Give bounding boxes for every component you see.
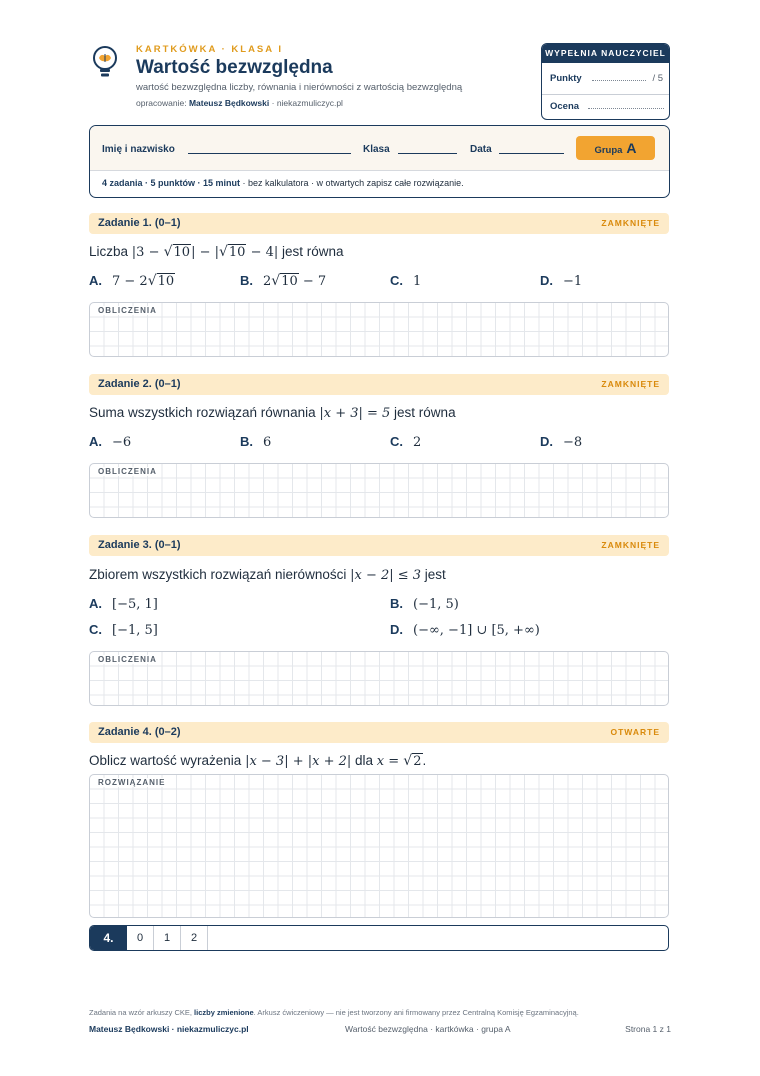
score-option-0[interactable]: 0 (127, 926, 154, 950)
date-label: Data (470, 144, 492, 155)
task-1-answer-c[interactable] (390, 273, 421, 289)
teacher-box (541, 43, 670, 120)
footer-note-start: Zadania na wzór arkuszy CKE, (89, 1008, 195, 1017)
answer-value: 2 (413, 435, 422, 450)
task-1-title: Zadanie 1. (0–1) (98, 217, 181, 229)
header-kicker: KARTKÓWKA · KLASA I (136, 44, 284, 55)
author-name: Mateusz Będkowski (188, 98, 270, 108)
answer-label: A. (89, 273, 102, 288)
answer-label: C. (390, 273, 403, 288)
teacher-box-title: WYPEŁNIA NAUCZYCIEL (542, 44, 669, 63)
task-1-math: |3 − √10| − |√10 − 4| (131, 244, 279, 260)
test-summary-bold: 4 zadania · 5 punktów · 15 minut (102, 178, 241, 188)
task-3-work-area[interactable] (89, 651, 669, 706)
task-4-prompt-mid: dla (351, 753, 377, 768)
task-3-answer-d[interactable] (390, 622, 540, 638)
task-3-prompt-start: Zbiorem wszystkich rozwiązań nierówności (89, 567, 351, 582)
task-3-title: Zadanie 3. (0–1) (98, 539, 181, 551)
footer-page-number: Strona 1 z 1 (625, 1024, 671, 1034)
author-line (136, 98, 343, 108)
answer-label: A. (89, 434, 102, 449)
task-2-header (89, 374, 669, 395)
answer-label: D. (390, 622, 403, 637)
answer-value: −6 (112, 435, 132, 450)
group-letter: A (626, 140, 637, 156)
answer-label: D. (540, 434, 553, 449)
task-2-answer-d[interactable] (540, 434, 582, 450)
footer-document-title: Wartość bezwzględna · kartkówka · grupa A (345, 1024, 511, 1034)
task-4-type: OTWARTE (610, 727, 660, 737)
footer-note-end: . Arkusz ćwiczeniowy — nie jest tworzony ani firmowany przez Centralną Komisję Egzaminacyjną. (253, 1008, 579, 1017)
task-1-answer-b[interactable] (240, 273, 326, 289)
student-info-fields (90, 126, 669, 171)
task-3-answer-a[interactable] (89, 596, 158, 612)
answer-value: 2√10 − 7 (263, 273, 327, 289)
teacher-grade-row (550, 101, 663, 112)
task-2-answer-b[interactable] (240, 434, 271, 450)
answer-value: (−∞, −1] ∪ [5, +∞) (413, 623, 540, 638)
footer-note-bold: liczby zmienione (194, 1008, 254, 1017)
task-1-answer-a[interactable] (89, 273, 175, 289)
work-area-label: OBLICZENIA (98, 655, 157, 664)
answer-value: 7 − 2√10 (112, 273, 175, 289)
task-2-math: |x + 3| = 5 (319, 406, 391, 421)
task-1-prompt-end: jest równa (278, 244, 344, 259)
teacher-points-row (550, 73, 663, 84)
group-label: Grupa (594, 145, 623, 156)
footer-note (89, 1008, 579, 1017)
points-field[interactable] (592, 73, 646, 81)
task-2-title: Zadanie 2. (0–1) (98, 378, 181, 390)
task-1-prompt-start: Liczba (89, 244, 132, 259)
task-4-prompt-start: Oblicz wartość wyrażenia (89, 753, 246, 768)
task-4-header (89, 722, 669, 743)
answer-value: −1 (563, 274, 583, 289)
task-3-answer-c[interactable] (89, 622, 158, 638)
task-2-work-area[interactable] (89, 463, 669, 518)
points-label: Punkty (550, 73, 582, 84)
task-3-prompt-end: jest (421, 567, 446, 582)
test-summary (102, 178, 464, 188)
teacher-divider (542, 94, 669, 95)
task-4-solution-area[interactable] (89, 774, 669, 918)
task-4-math: |x − 3| + |x + 2| (245, 754, 352, 769)
work-area-label: OBLICZENIA (98, 467, 157, 476)
task-2-prompt-start: Suma wszystkich rozwiązań równania (89, 405, 320, 420)
footer-author: Mateusz Będkowski · niekazmuliczyc.pl (89, 1024, 249, 1034)
work-area-label: OBLICZENIA (98, 306, 157, 315)
task-4-score-bar (89, 925, 669, 951)
answer-value: [−5, 1] (112, 597, 158, 612)
answer-label: D. (540, 273, 553, 288)
task-4-prompt-end: . (422, 753, 427, 768)
page-subtitle: wartość bezwzględna liczby, równania i nierówności z wartością bezwzględną (136, 82, 463, 93)
task-1-answer-d[interactable] (540, 273, 582, 289)
task-4-condition: x = √2 (376, 753, 422, 769)
student-info-box (89, 125, 670, 198)
task-2-answer-a[interactable] (89, 434, 131, 450)
task-1-work-area[interactable] (89, 302, 669, 357)
task-1-prompt (89, 244, 344, 260)
points-max: / 5 (652, 73, 663, 84)
task-3-type: ZAMKNIĘTE (601, 540, 660, 550)
answer-label: C. (390, 434, 403, 449)
answer-value: 6 (263, 435, 272, 450)
grade-label: Ocena (550, 101, 580, 112)
task-4-prompt (89, 753, 426, 769)
group-badge (576, 136, 655, 160)
task-4-title: Zadanie 4. (0–2) (98, 726, 181, 738)
answer-value: [−1, 5] (112, 623, 158, 638)
class-label: Klasa (363, 144, 390, 155)
grade-field[interactable] (588, 101, 664, 109)
lightbulb-brain-icon (90, 45, 120, 79)
author-site: · niekazmuliczyc.pl (271, 98, 343, 108)
score-option-1[interactable]: 1 (154, 926, 181, 950)
task-2-answer-c[interactable] (390, 434, 421, 450)
score-task-number: 4. (90, 926, 127, 950)
answer-label: B. (240, 434, 253, 449)
name-field[interactable] (188, 153, 351, 154)
answer-label: B. (390, 596, 403, 611)
test-summary-rest: · bez kalkulatora · w otwartych zapisz całe rozwiązanie. (240, 178, 464, 188)
answer-label: B. (240, 273, 253, 288)
task-2-prompt (89, 405, 456, 421)
task-1-type: ZAMKNIĘTE (601, 218, 660, 228)
task-3-answer-b[interactable] (390, 596, 459, 612)
date-field[interactable] (499, 153, 564, 154)
task-1-header (89, 213, 669, 234)
class-field[interactable] (398, 153, 457, 154)
answer-label: C. (89, 622, 102, 637)
task-2-prompt-end: jest równa (390, 405, 456, 420)
author-prefix: opracowanie: (136, 98, 187, 108)
task-3-header (89, 535, 669, 556)
task-3-prompt (89, 567, 446, 583)
solution-area-label: ROZWIĄZANIE (98, 778, 166, 787)
page-title: Wartość bezwzględna (136, 57, 333, 78)
name-label: Imię i nazwisko (102, 144, 175, 155)
task-3-math: |x − 2| ≤ 3 (350, 568, 422, 583)
answer-value: 1 (413, 274, 422, 289)
task-2-type: ZAMKNIĘTE (601, 379, 660, 389)
answer-value: −8 (563, 435, 583, 450)
answer-label: A. (89, 596, 102, 611)
score-option-2[interactable]: 2 (181, 926, 208, 950)
answer-value: (−1, 5) (413, 597, 459, 612)
